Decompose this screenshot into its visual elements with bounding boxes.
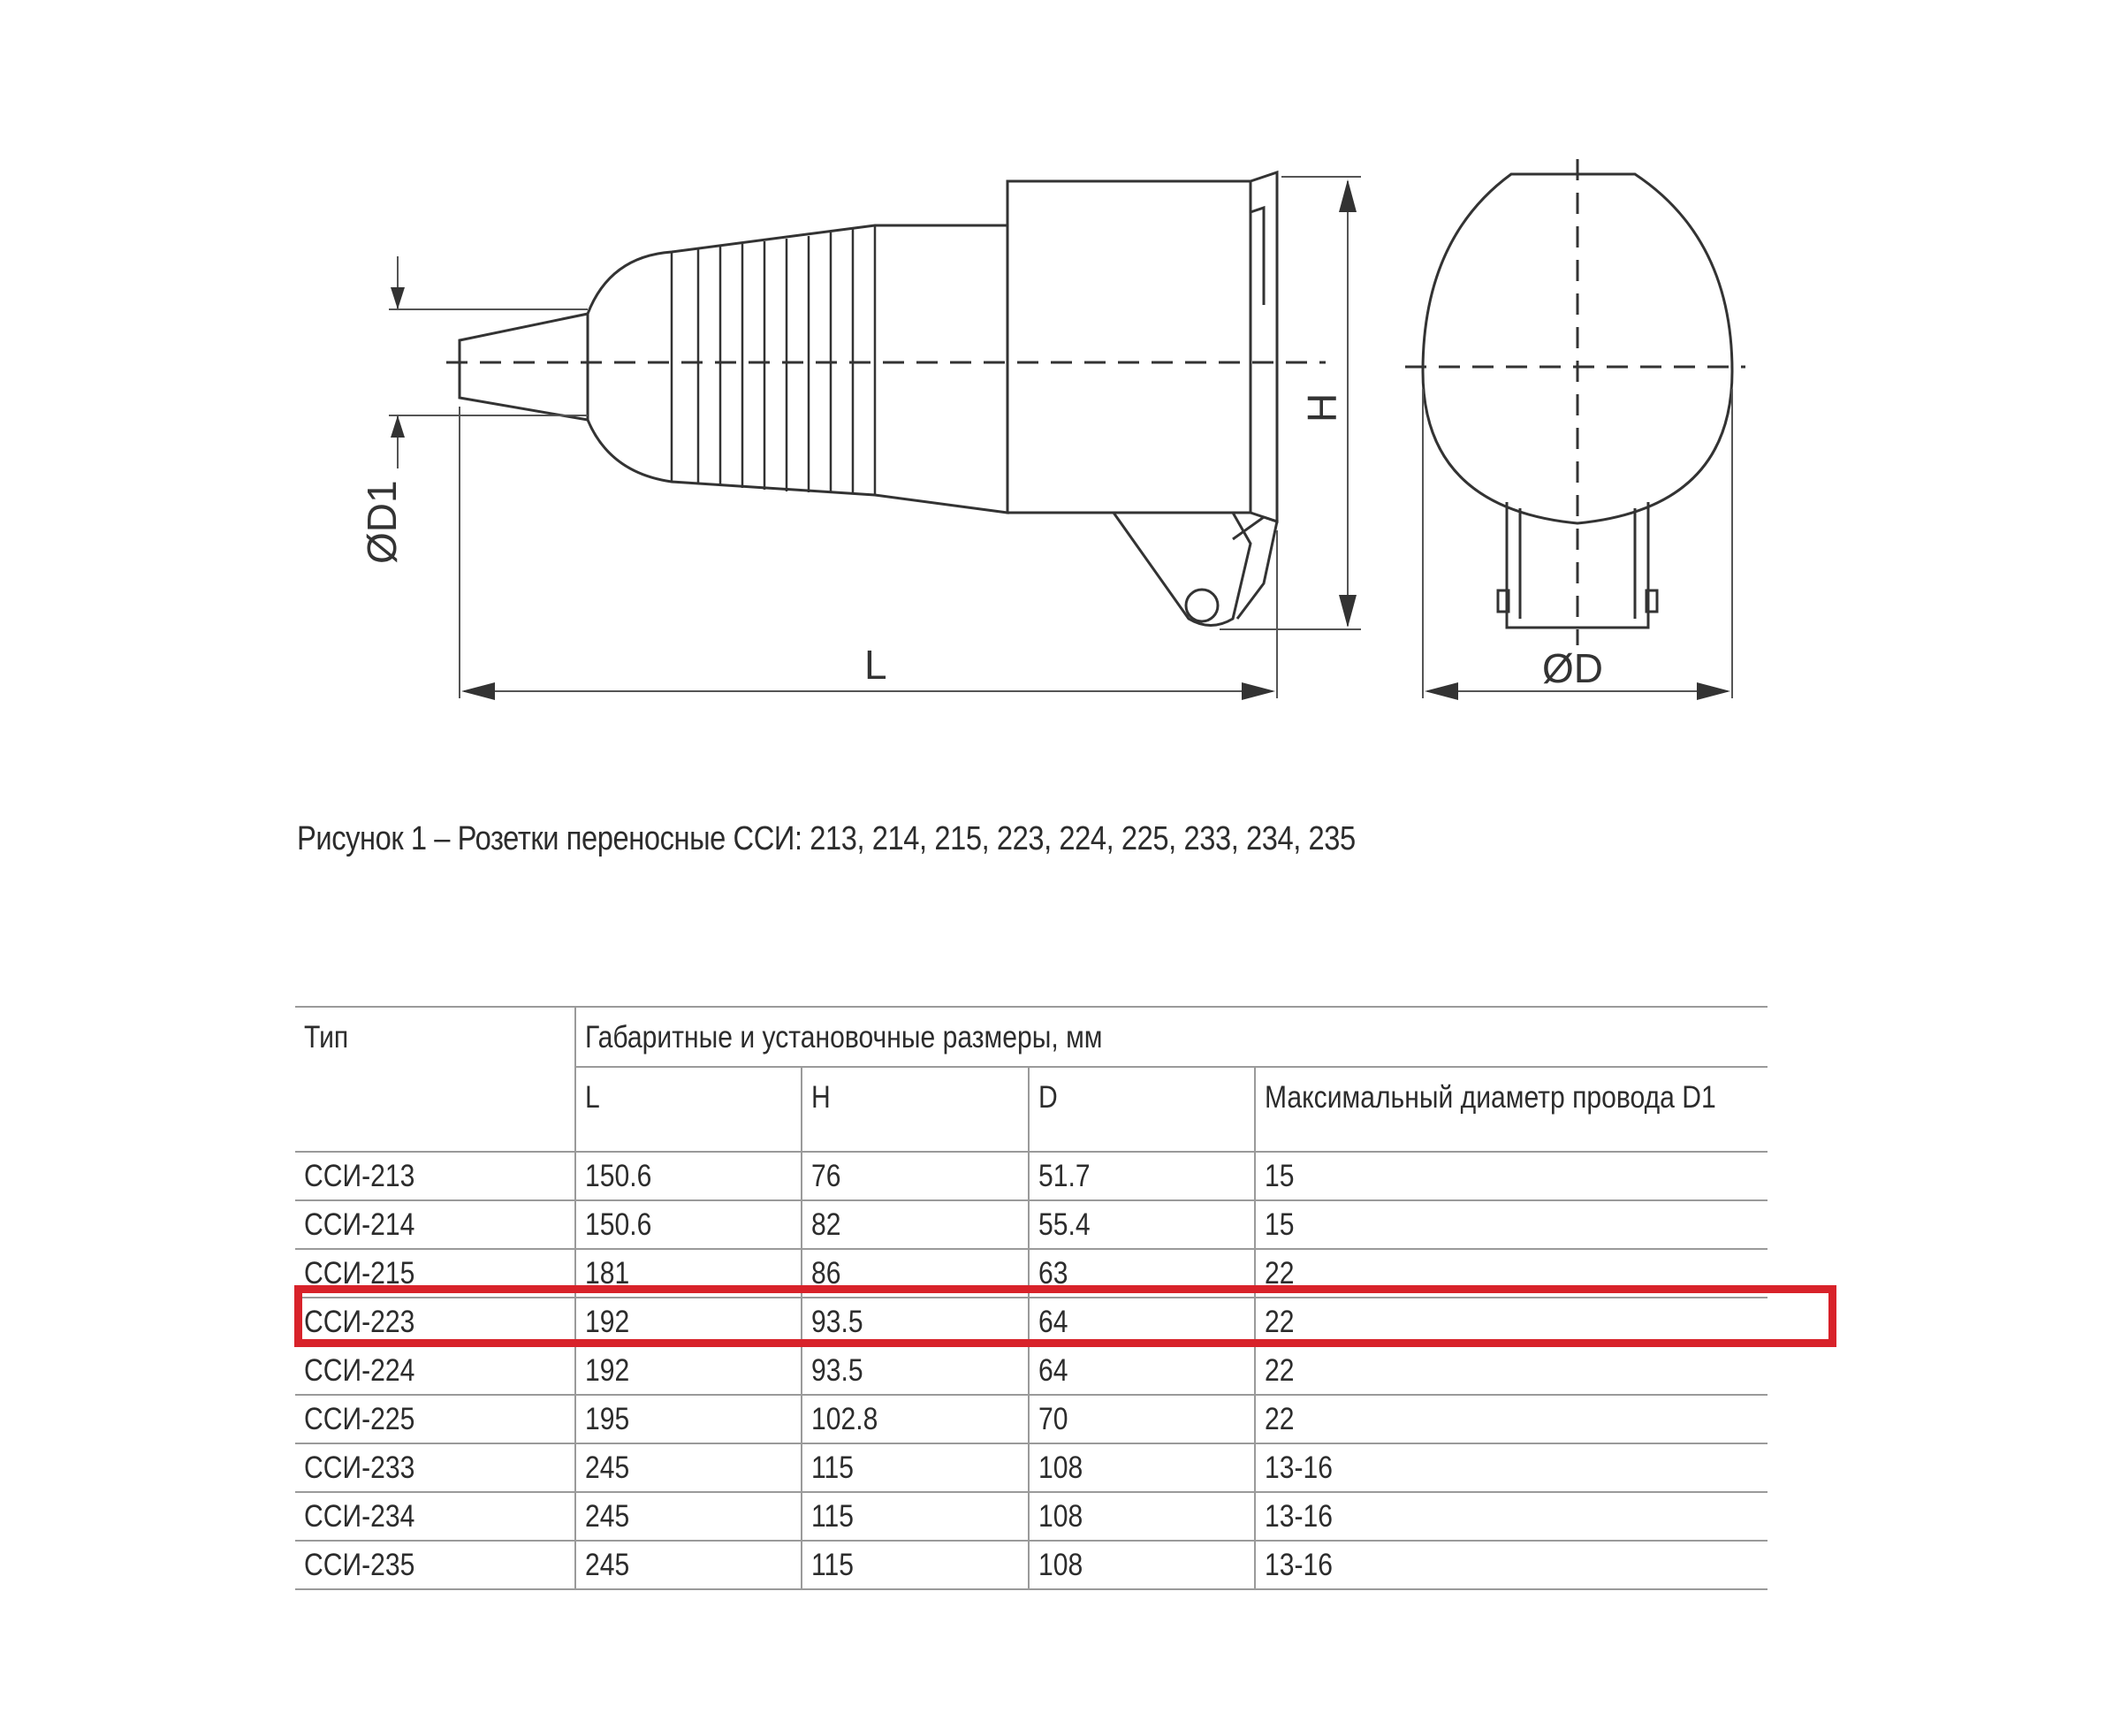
figure-caption: Рисунок 1 – Розетки переносные ССИ: 213, 214, 215, 223, 224, 225, 233, 234, 235 [297, 820, 1356, 857]
latch [1114, 513, 1251, 626]
column-header-d: D [1029, 1067, 1255, 1152]
cone-ribs [672, 225, 875, 495]
group-header: Габаритные и установочные размеры, мм [575, 1007, 1768, 1067]
housing [1007, 181, 1251, 513]
d-label: ØD [1542, 645, 1603, 691]
table-row: ССИ-235 245 115 108 13-16 [295, 1541, 1768, 1589]
table-row: ССИ-234 245 115 108 13-16 [295, 1492, 1768, 1541]
ribbed-cone [588, 225, 1007, 513]
column-header-h: H [802, 1067, 1029, 1152]
table-row: ССИ-215 181 86 63 22 [295, 1249, 1768, 1298]
technical-drawing [0, 0, 2121, 760]
table-row: ССИ-225 195 102.8 70 22 [295, 1395, 1768, 1443]
table-header-row [295, 1007, 1768, 1067]
column-header-d1: Максимальный диаметр провода D1 [1255, 1067, 1768, 1152]
type-header: Тип [295, 1007, 575, 1152]
latch-hole [1186, 590, 1218, 621]
l-label: L [864, 642, 887, 688]
table-row: ССИ-224 192 93.5 64 22 [295, 1346, 1768, 1395]
column-header-l: L [575, 1067, 802, 1152]
d1-label: ØD1 [359, 480, 405, 564]
table-row: ССИ-213 150.6 76 51.7 15 [295, 1152, 1768, 1200]
highlight-box [294, 1285, 1836, 1347]
table-row: ССИ-214 150.6 82 55.4 15 [295, 1200, 1768, 1249]
front-lip [1251, 208, 1264, 305]
table-row: ССИ-233 245 115 108 13-16 [295, 1443, 1768, 1492]
cable-tip [460, 314, 588, 420]
table-row-highlighted: ССИ-223 192 93.5 64 22 [295, 1298, 1768, 1346]
h-label: H [1299, 392, 1345, 423]
